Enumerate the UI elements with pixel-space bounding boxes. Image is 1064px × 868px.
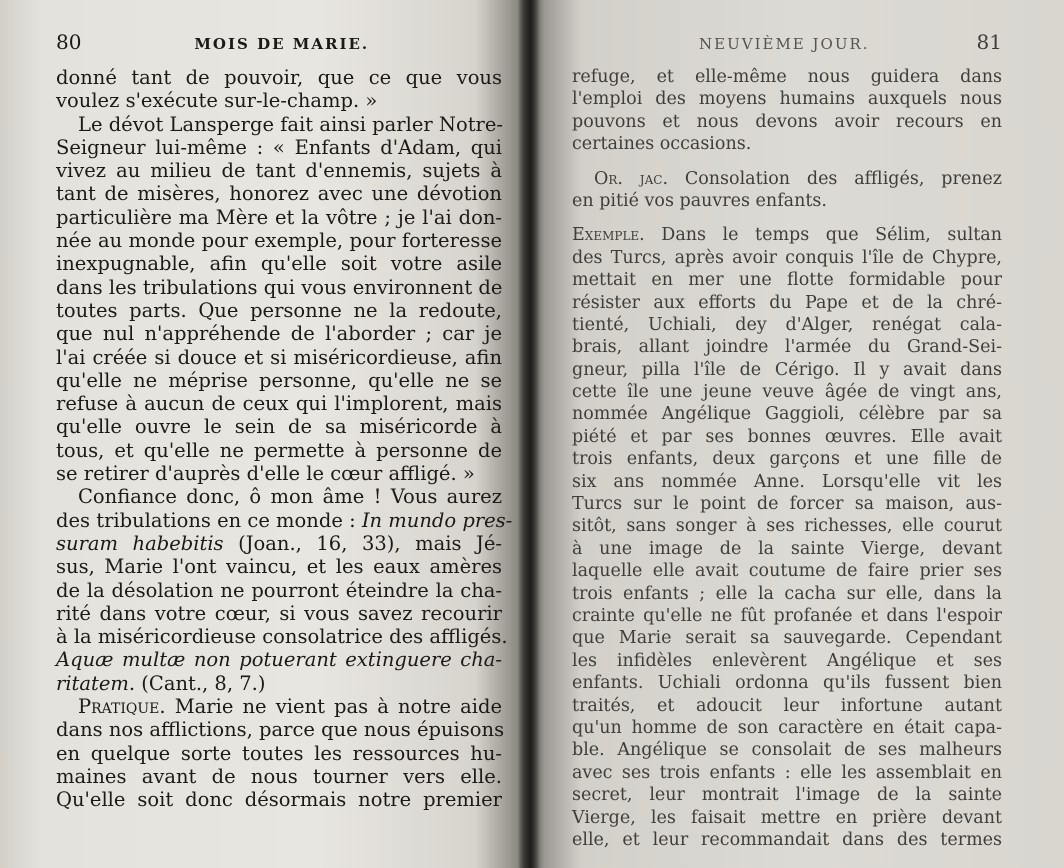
text-line — [572, 762, 1002, 784]
line-text: de la désolation ne pourront éteindre la cha- — [56, 578, 502, 602]
line-text: sus, Marie l'ont vaincu, et les eaux amères — [56, 555, 502, 579]
text-line — [572, 627, 1002, 649]
text-line — [56, 206, 502, 229]
line-text: en quelque sorte toutes les ressources hu- — [56, 741, 502, 765]
text-line — [56, 369, 502, 392]
line-text: sitôt, sans songer à ses richesses, elle courut — [572, 516, 1002, 537]
text-line — [56, 508, 513, 532]
text-line — [572, 829, 1002, 851]
text-line — [56, 322, 502, 345]
right-running-head — [572, 30, 1002, 64]
line-text: Consolation des affligés, prenez — [668, 168, 1003, 189]
text-line — [56, 788, 502, 811]
right-page-body — [572, 66, 1002, 851]
line-text: à une image de la sainte Vierge, devant — [572, 538, 1002, 559]
text-line — [56, 159, 502, 182]
text-line — [56, 415, 502, 438]
line-text: inexpugnable, afin qu'elle soit votre asile — [56, 252, 502, 276]
line-text: Qu'elle soit donc désormais notre premier — [56, 788, 502, 812]
text-line — [56, 113, 502, 136]
text-line — [572, 190, 1002, 212]
line-text: cette île une jeune veuve âgée de vingt ans, — [572, 382, 1002, 403]
line-text: des tribulations en ce monde : — [56, 508, 362, 532]
line-text: qu'elle ouvre le sein de sa miséricorde à — [56, 415, 502, 439]
text-line — [56, 276, 502, 299]
paragraph-gap — [572, 156, 1002, 168]
line-text: née au monde pour exemple, pour forteresse — [56, 229, 502, 253]
text-line — [572, 448, 1002, 470]
line-text: secret, leur montrait l'image de la sainte — [572, 785, 1002, 806]
line-text: pouvons et nous devons avoir recours en — [572, 111, 1002, 132]
latin-quote: Aquæ multæ non potuerant extinguere cha- — [56, 648, 502, 672]
latin-quote: suram habebitis — [56, 531, 224, 555]
left-page — [0, 0, 528, 868]
text-line — [572, 560, 1002, 582]
line-text: refuge, et elle-même nous guidera dans — [572, 67, 1002, 87]
text-line — [572, 515, 1002, 537]
line-text: rité dans votre cœur, si vous savez recourir — [56, 601, 502, 625]
line-text: Dans le temps que Sélim, sultan — [644, 225, 1002, 246]
line-text: tant de misères, honorez avec une dévotion — [56, 182, 502, 206]
text-line — [572, 717, 1002, 739]
line-text: qu'elle ne méprise personne, qu'elle ne se — [56, 368, 502, 392]
text-line — [56, 625, 508, 649]
line-text: elle, et leur recommandait dans des termes — [572, 829, 1002, 850]
line-text: que Marie serait sa sauvegarde. Cependant — [572, 628, 1002, 649]
line-text: l'emploi des moyens humains auxquels nous — [572, 89, 1002, 110]
line-text: qu'un homme de son caractère en était capa- — [572, 717, 1002, 738]
text-line — [56, 602, 502, 625]
line-text: Seigneur lui-même : « Enfants d'Adam, qui — [56, 135, 502, 159]
text-line — [572, 133, 1002, 155]
line-text: (Joan., 16, 33), mais Jé- — [223, 531, 502, 555]
line-text: tous, et qu'elle ne permette à personne de — [56, 438, 502, 462]
line-text: résister aux efforts du Pape et de la chré- — [572, 292, 1002, 313]
line-text: (Cant., 8, 7.) — [135, 671, 266, 695]
line-text: nommée Angélique Gaggioli, célèbre par sa — [572, 404, 1002, 425]
text-line — [572, 403, 1002, 425]
line-text: Confiance donc, ô mon âme ! Vous aurez — [78, 485, 502, 509]
line-text: trois enfants ; elle la cacha sur elle, dans la — [572, 583, 1002, 604]
line-text: l'ai créée si douce et si miséricordieuse, afin — [56, 345, 502, 369]
section-label: Or. jac. — [594, 168, 669, 189]
text-line — [56, 252, 502, 275]
text-line — [572, 88, 1002, 110]
right-page — [528, 0, 1064, 868]
latin-quote: ritatem. — [56, 671, 136, 695]
text-line — [572, 650, 1002, 672]
text-line — [56, 439, 502, 462]
text-line — [56, 718, 505, 742]
line-text: brais, allant joindre l'armée du Grand-Sei- — [572, 337, 1002, 358]
text-line — [56, 742, 502, 765]
text-line — [572, 583, 1002, 605]
text-line — [56, 182, 502, 205]
line-text: avec ses trois enfants : elle les assemblait en — [572, 762, 1002, 783]
text-line — [572, 66, 1002, 88]
line-text: Le dévot Lansperge fait ainsi parler Notre- — [78, 112, 504, 136]
line-text: donné tant de pouvoir, que ce que vous — [56, 66, 502, 89]
text-line — [572, 538, 1002, 560]
line-text: des Turcs, après avoir conquis l'île de Chypre, — [572, 247, 1002, 268]
left-page-body — [56, 66, 513, 812]
paragraph-gap — [572, 212, 1002, 224]
text-line — [572, 493, 1002, 515]
book-gutter — [518, 0, 540, 868]
text-line — [56, 299, 502, 322]
line-text: les infidèles enlevèrent Angélique et ses — [572, 650, 1002, 671]
text-line — [56, 695, 502, 718]
line-text: certaines occasions. — [572, 134, 752, 155]
text-line — [572, 605, 1002, 627]
text-line — [572, 695, 1002, 717]
text-line — [56, 346, 502, 369]
text-line — [56, 579, 502, 602]
text-line — [572, 739, 1002, 761]
text-line — [56, 648, 502, 671]
line-text: trois enfants, deux garçons et une fille de — [572, 449, 1002, 470]
text-line — [56, 136, 502, 159]
text-line — [572, 784, 1002, 806]
text-line — [572, 381, 1002, 403]
line-text: que nul n'appréhende de l'aborder ; car je — [56, 322, 502, 346]
line-text: en pitié vos pauvres enfants. — [572, 190, 827, 211]
line-text: à la miséricordieuse consolatrice des affligés. — [56, 625, 508, 649]
text-line — [56, 555, 502, 578]
line-text: ble. Angélique se consolait de ses malheurs — [572, 740, 1002, 761]
latin-quote: In mundo pres- — [361, 508, 513, 532]
text-line — [56, 532, 502, 555]
section-label: Exemple. — [572, 225, 645, 246]
text-line — [56, 66, 502, 89]
text-line — [56, 672, 502, 695]
text-line — [56, 485, 502, 508]
line-text: se retirer d'auprès d'elle le cœur affligé. » — [56, 462, 475, 486]
line-text: crainte qu'elle ne fût profanée et dans l'espoir — [572, 605, 1002, 626]
text-line — [572, 672, 1002, 694]
text-line — [572, 314, 1002, 336]
line-text: vivez au milieu de tant d'ennemis, sujets à — [56, 159, 502, 183]
line-text: enfants. Uchiali ordonna qu'ils fussent bien — [572, 673, 1002, 694]
text-line — [56, 392, 502, 415]
text-line — [572, 247, 1002, 269]
line-text: Turcs sur le point de forcer sa maison, aus- — [572, 494, 1002, 515]
text-line — [56, 462, 502, 485]
line-text: tienté, Uchiali, dey d'Alger, renégat cala- — [572, 314, 1002, 335]
right-page-number: 81 — [976, 30, 1002, 54]
text-line — [572, 426, 1002, 448]
text-line — [572, 168, 1002, 190]
line-text: gneur, pilla l'île de Cérigo. Il y avait dans — [572, 359, 1002, 380]
line-text: voulez s'exécute sur-le-champ. » — [56, 89, 378, 113]
line-text: dans les tribulations qui vous environnent de — [56, 275, 503, 299]
text-line — [56, 765, 502, 788]
right-running-title: NEUVIÈME JOUR. — [699, 35, 870, 53]
line-text: toutes parts. Que personne ne la redoute, — [56, 298, 502, 322]
line-text: traités, et adoucit leur infortune autant — [572, 695, 1002, 716]
text-line — [56, 89, 502, 112]
text-line — [572, 224, 1002, 246]
text-line — [56, 229, 502, 252]
text-line — [572, 471, 1002, 493]
text-line — [572, 807, 1002, 829]
text-line — [572, 336, 1002, 358]
text-line — [572, 359, 1002, 381]
left-running-head — [56, 30, 502, 64]
text-line — [572, 111, 1002, 133]
left-running-title: MOIS DE MARIE. — [194, 35, 370, 53]
line-text: maines avant de nous tourner vers elle. — [56, 764, 502, 788]
line-text: particulière ma Mère et la vôtre ; je l'ai don- — [56, 205, 502, 229]
line-text: refuse à aucun de ceux qui l'implorent, mais — [56, 392, 502, 416]
left-page-number: 80 — [56, 30, 82, 54]
section-label: Pratique. — [78, 695, 166, 719]
line-text: mettait en mer une flotte formidable pour — [572, 270, 1002, 291]
line-text: laquelle elle avait coutume de faire prier ses — [572, 561, 1002, 582]
text-line — [572, 292, 1002, 314]
text-line — [572, 269, 1002, 291]
line-text: six ans nommée Anne. Lorsqu'elle vit les — [572, 471, 1002, 492]
line-text: Vierge, les faisait mettre en prière devant — [572, 807, 1002, 828]
line-text: dans nos afflictions, parce que nous épuisons — [56, 718, 505, 742]
line-text: piété et par ses bonnes œuvres. Elle avait — [572, 426, 1002, 447]
line-text: Marie ne vient pas à notre aide — [165, 695, 502, 719]
